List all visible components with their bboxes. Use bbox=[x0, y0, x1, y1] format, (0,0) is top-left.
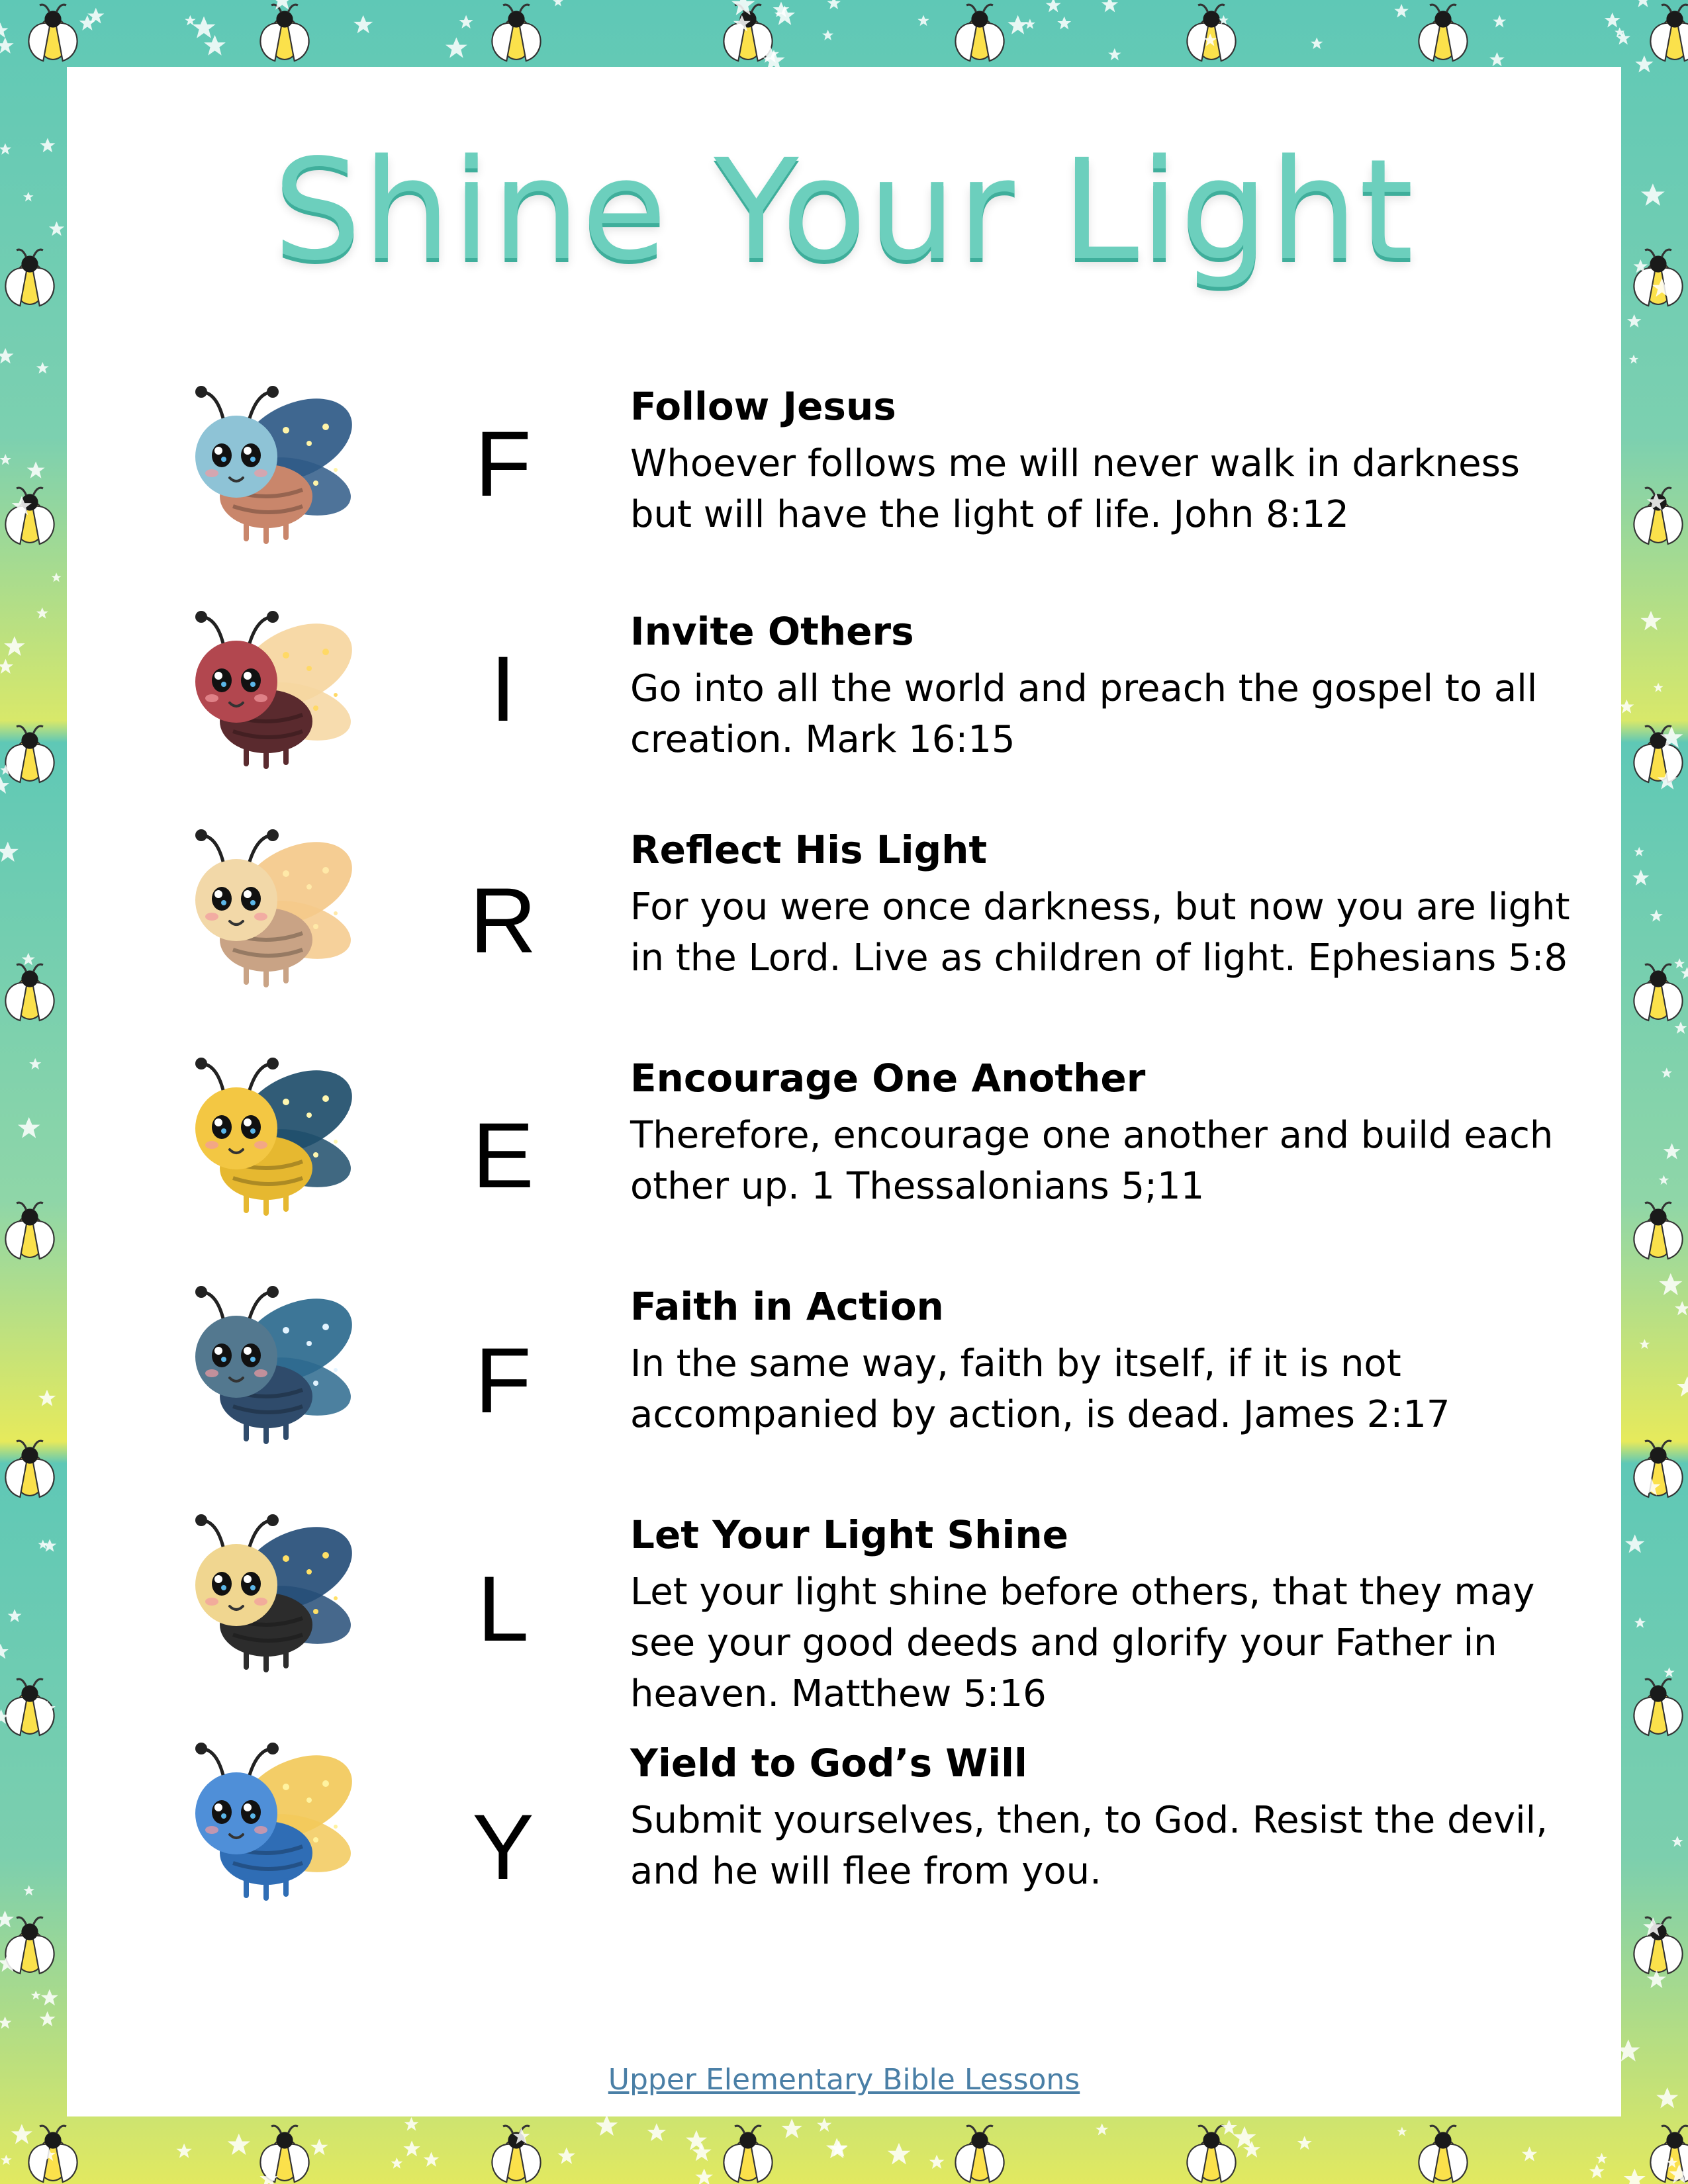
yellow-firefly-icon bbox=[173, 1049, 365, 1234]
star-decoration bbox=[1647, 1970, 1666, 1988]
star-decoration bbox=[1619, 700, 1634, 713]
star-decoration bbox=[1624, 2169, 1646, 2184]
star-decoration bbox=[1662, 1068, 1672, 1077]
beige-firefly-icon bbox=[173, 821, 365, 1006]
item-verse: In the same way, faith by itself, if it is not accompanied by action, is dead. James 2:17 bbox=[630, 1342, 1450, 1436]
star-decoration bbox=[1008, 15, 1028, 34]
star-decoration bbox=[391, 2158, 402, 2169]
star-decoration bbox=[929, 2155, 945, 2169]
star-decoration bbox=[827, 0, 841, 9]
firefly-border-icon bbox=[1650, 5, 1688, 61]
item-verse: Therefore, encourage one another and build each other up. 1 Thessalonians 5;11 bbox=[630, 1114, 1554, 1208]
star-decoration bbox=[22, 953, 35, 966]
item-verse: Submit yourselves, then, to God. Resist the devil, and he will flee from you. bbox=[630, 1799, 1548, 1893]
star-decoration bbox=[1, 2155, 12, 2165]
firefly-border-icon bbox=[492, 5, 540, 61]
star-decoration bbox=[1625, 1535, 1645, 1553]
item-verse: Whoever follows me will never walk in darkness but will have the light of life. John 8:12 bbox=[630, 442, 1520, 536]
star-decoration bbox=[1522, 2146, 1538, 2161]
firefly-border-icon bbox=[28, 5, 77, 61]
teal-firefly-icon bbox=[173, 1734, 365, 1919]
star-decoration bbox=[23, 1885, 34, 1895]
firefly-border-icon bbox=[1419, 2126, 1467, 2182]
star-decoration bbox=[1635, 56, 1653, 73]
star-decoration bbox=[686, 2130, 707, 2150]
star-decoration bbox=[781, 2118, 802, 2138]
star-decoration bbox=[1102, 0, 1118, 12]
star-decoration bbox=[1674, 958, 1685, 968]
item-heading: Reflect His Light bbox=[630, 827, 988, 872]
item-verse: For you were once darkness, but now you are light in the Lord. Live as children of light. Ephesians 5:8 bbox=[630, 886, 1570, 979]
star-decoration bbox=[0, 842, 19, 862]
star-decoration bbox=[1629, 355, 1638, 364]
acrostic-letter: E bbox=[472, 1103, 534, 1207]
star-decoration bbox=[1311, 37, 1323, 49]
star-decoration bbox=[0, 454, 11, 465]
star-decoration bbox=[1674, 1022, 1687, 1034]
star-decoration bbox=[1659, 1273, 1682, 1295]
item-heading: Yield to God’s Will bbox=[630, 1741, 1027, 1786]
star-decoration bbox=[27, 461, 45, 478]
star-decoration bbox=[1671, 1836, 1683, 1846]
star-decoration bbox=[18, 1117, 40, 1138]
star-decoration bbox=[0, 1911, 14, 1928]
star-decoration bbox=[11, 2124, 32, 2144]
star-decoration bbox=[1605, 13, 1620, 28]
star-decoration bbox=[310, 2139, 328, 2156]
blue-firefly-icon bbox=[173, 377, 365, 563]
star-decoration bbox=[40, 2011, 56, 2026]
star-decoration bbox=[1108, 48, 1121, 60]
star-decoration bbox=[1634, 1617, 1646, 1627]
striped-firefly-icon bbox=[173, 1506, 365, 1691]
star-decoration bbox=[1627, 314, 1641, 328]
firefly-border-icon bbox=[5, 1441, 54, 1497]
star-decoration bbox=[459, 15, 473, 28]
star-decoration bbox=[1664, 1143, 1681, 1159]
star-decoration bbox=[1640, 611, 1661, 631]
star-decoration bbox=[36, 362, 49, 374]
firefly-border-icon bbox=[1634, 488, 1682, 544]
star-decoration bbox=[204, 35, 226, 56]
star-decoration bbox=[1025, 19, 1035, 28]
firefly-border-icon bbox=[1187, 2126, 1235, 2182]
star-decoration bbox=[0, 1644, 9, 1659]
firefly-border-icon bbox=[5, 1203, 54, 1259]
star-decoration bbox=[1677, 1377, 1688, 1397]
star-decoration bbox=[1589, 2164, 1605, 2179]
star-decoration bbox=[353, 15, 373, 34]
star-decoration bbox=[445, 37, 467, 58]
item-heading: Let Your Light Shine bbox=[630, 1512, 1068, 1557]
lantern-firefly-icon bbox=[173, 1277, 365, 1463]
star-decoration bbox=[1659, 1175, 1669, 1185]
star-decoration bbox=[0, 659, 13, 674]
star-decoration bbox=[1654, 683, 1664, 692]
star-decoration bbox=[1046, 0, 1061, 12]
star-decoration bbox=[404, 2117, 419, 2131]
star-decoration bbox=[8, 1609, 22, 1622]
star-decoration bbox=[817, 2118, 831, 2132]
acrostic-letter: F bbox=[475, 1328, 532, 1432]
firefly-border-icon bbox=[955, 2126, 1004, 2182]
star-decoration bbox=[695, 2169, 713, 2184]
star-decoration bbox=[403, 2140, 420, 2156]
firefly-border-icon bbox=[5, 726, 54, 782]
firefly-border-icon bbox=[955, 5, 1004, 61]
star-decoration bbox=[1681, 967, 1688, 979]
star-decoration bbox=[1493, 15, 1506, 28]
star-decoration bbox=[1297, 2136, 1312, 2150]
firefly-border-icon bbox=[1634, 1679, 1682, 1735]
star-decoration bbox=[1634, 847, 1644, 856]
star-decoration bbox=[0, 23, 8, 38]
item-heading: Faith in Action bbox=[630, 1284, 944, 1329]
star-decoration bbox=[596, 2115, 618, 2136]
star-decoration bbox=[1675, 1301, 1688, 1316]
item-verse: Let your light shine before others, that they may see your good deeds and glorify your Father in heaven. Matthew 5:16 bbox=[630, 1570, 1535, 1715]
firefly-border-icon bbox=[260, 5, 308, 61]
star-decoration bbox=[0, 777, 9, 794]
acrostic-letter: L bbox=[477, 1557, 529, 1661]
star-decoration bbox=[647, 2123, 667, 2141]
star-decoration bbox=[1639, 1339, 1650, 1349]
star-decoration bbox=[1650, 909, 1663, 921]
star-decoration bbox=[1397, 2126, 1407, 2136]
star-decoration bbox=[1632, 870, 1649, 886]
star-decoration bbox=[29, 1058, 41, 1069]
item-heading: Encourage One Another bbox=[630, 1056, 1146, 1101]
star-decoration bbox=[176, 2144, 191, 2158]
star-decoration bbox=[192, 17, 215, 38]
star-decoration bbox=[38, 1390, 56, 1406]
star-decoration bbox=[228, 2134, 250, 2155]
star-decoration bbox=[888, 2143, 911, 2165]
star-decoration bbox=[185, 15, 196, 26]
star-decoration bbox=[1635, 0, 1651, 7]
star-decoration bbox=[917, 15, 929, 26]
firefly-border-icon bbox=[1419, 5, 1467, 61]
acrostic-letter: F bbox=[475, 412, 532, 516]
star-decoration bbox=[41, 1989, 58, 2006]
star-decoration bbox=[1664, 1667, 1675, 1677]
star-decoration bbox=[0, 37, 14, 53]
page-title: Shine Your Light bbox=[273, 129, 1415, 291]
firefly-border-icon bbox=[5, 488, 54, 544]
star-decoration bbox=[52, 572, 62, 582]
red-firefly-icon bbox=[173, 602, 365, 788]
item-heading: Invite Others bbox=[630, 609, 914, 654]
star-decoration bbox=[1394, 4, 1409, 18]
star-decoration bbox=[1596, 2153, 1607, 2163]
star-decoration bbox=[1221, 2120, 1237, 2135]
star-decoration bbox=[1096, 2123, 1108, 2135]
acrostic-letter: I bbox=[490, 637, 516, 741]
item-verse: Go into all the world and preach the gospel to all creation. Mark 16:15 bbox=[630, 667, 1538, 761]
firefly-border-icon bbox=[724, 2126, 772, 2182]
acrostic-letter: Y bbox=[472, 1795, 534, 1899]
star-decoration bbox=[36, 608, 48, 619]
star-decoration bbox=[424, 2152, 440, 2167]
star-decoration bbox=[822, 30, 833, 40]
footer-link[interactable]: Upper Elementary Bible Lessons bbox=[608, 2063, 1080, 2097]
firefly-border-icon bbox=[1187, 5, 1235, 61]
acrostic-letter: R bbox=[469, 868, 537, 972]
star-decoration bbox=[1489, 52, 1505, 66]
star-decoration bbox=[0, 2017, 11, 2029]
star-decoration bbox=[1057, 17, 1071, 30]
firefly-border-icon bbox=[5, 1917, 54, 1974]
star-decoration bbox=[4, 636, 25, 656]
firefly-border-icon bbox=[1634, 1203, 1682, 1259]
star-decoration bbox=[557, 2148, 575, 2164]
firefly-border-icon bbox=[1634, 964, 1682, 1021]
firefly-border-icon bbox=[1634, 1441, 1682, 1497]
star-decoration bbox=[31, 1991, 41, 2000]
star-decoration bbox=[553, 0, 563, 7]
star-decoration bbox=[0, 348, 14, 363]
item-heading: Follow Jesus bbox=[630, 384, 896, 429]
firefly-border-icon bbox=[5, 964, 54, 1021]
